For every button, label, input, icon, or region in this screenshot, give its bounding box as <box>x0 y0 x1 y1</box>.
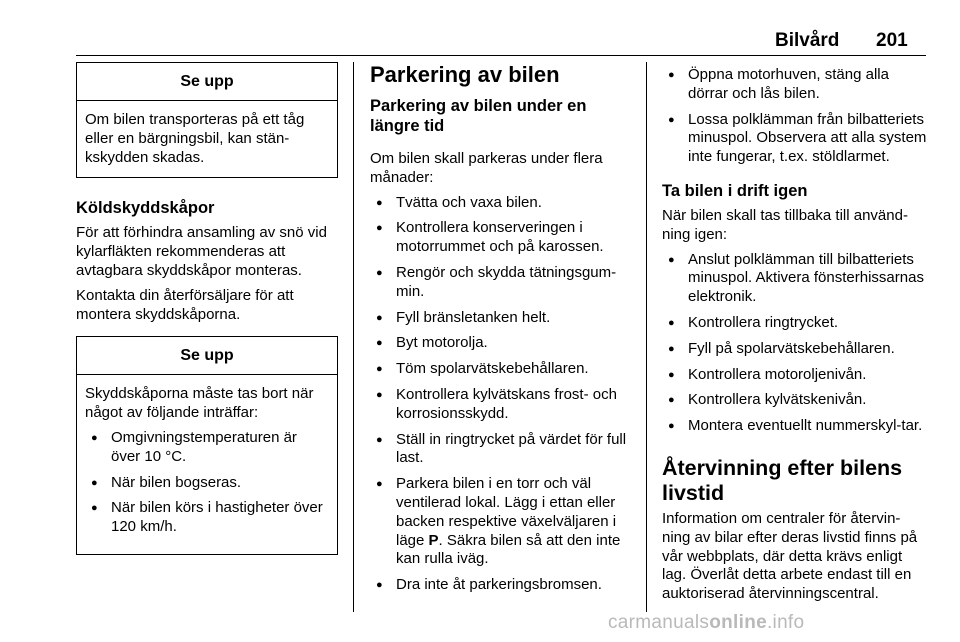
caution-text: Om bilen transporteras på ett tåg eller en bärgningsbil, kan stän-kskydden skadas. <box>85 111 305 166</box>
paragraph-recycling: Information om centraler för återvin-ning av bilar efter deras livstid finns på vår webbplats, där detta krävs enligt lag. Överlåt detta arbete endast till en auktoriserad återvinningscentral. <box>662 509 918 603</box>
watermark-text: carmanuals <box>608 612 710 633</box>
list-item <box>370 475 635 569</box>
section-heading-return-to-service: Ta bilen i drift igen <box>662 181 808 200</box>
list-item: ● Lossa polklämman från bilbatteriets minuspol. Observera att alla system inte fungerar, t.ex. stöldlarmet. <box>662 111 927 167</box>
subheading-long-term-parking: Parkering av bilen under en längre tid <box>370 97 587 135</box>
page-heading-parking: Parkering av bilen <box>370 62 560 87</box>
list-item: ● Kontrollera kylvätskenivån. <box>662 391 927 410</box>
caution-title: Se upp <box>77 63 337 101</box>
list-item: ● Fyll bränsletanken helt. <box>370 309 635 328</box>
column-middle <box>370 62 635 602</box>
list-item: ● Öppna motorhuven, stäng alla dörrar och lås bilen. <box>662 66 927 104</box>
list-item: ● Ställ in ringtrycket på värdet för full last. <box>370 431 635 469</box>
text-segment: . Säkra bilen så att den inte kan rulla iväg. <box>396 531 621 568</box>
list-item: ● Omgivningstemperaturen är över 10 °C. <box>85 429 329 467</box>
return-checklist <box>662 251 927 436</box>
list-item: ● Kontrollera konserveringen i motorrummet och på karossen. <box>370 219 635 257</box>
list-item: ● Töm spolarvätskebehållaren. <box>370 360 635 379</box>
gear-position-p: P <box>428 531 439 549</box>
caution-title: Se upp <box>77 337 337 375</box>
list-item: ● Kontrollera ringtrycket. <box>662 314 927 333</box>
column-right <box>662 62 927 604</box>
column-divider-left <box>353 62 354 612</box>
paragraph-intro: Om bilen skall parkeras under flera månader: <box>370 150 603 186</box>
list-item: ● När bilen bogseras. <box>85 474 329 493</box>
text-segment: Parkera bilen i en torr och väl ventilerad lokal. Lägg i ettan eller backen respektive växelväljaren i läge <box>396 475 617 549</box>
list-item: ● Rengör och skydda tätningsgum-min. <box>370 264 635 302</box>
list-item: ● Fyll på spolarvätskebehållaren. <box>662 340 927 359</box>
parking-checklist-continued <box>662 66 927 167</box>
header-rule <box>76 55 926 56</box>
list-item: ● Byt motorolja. <box>370 334 635 353</box>
paragraph-dealer: Kontakta din återförsäljare för att montera skyddskåporna. <box>76 286 294 323</box>
column-left <box>76 62 338 561</box>
column-divider-right <box>646 62 647 612</box>
caution-body <box>77 375 337 554</box>
caution-box-covers <box>76 336 338 555</box>
watermark <box>608 612 804 634</box>
list-item: ● Montera eventuellt nummerskyl-tar. <box>662 417 927 436</box>
paragraph-return-intro: När bilen skall tas tillbaka till använd-ning igen: <box>662 206 908 243</box>
section-heading-frost-covers: Köldskyddskåpor <box>76 199 215 218</box>
parking-checklist <box>370 194 635 595</box>
page-number: 201 <box>876 30 908 51</box>
section-title: Bilvård <box>775 30 840 51</box>
list-item: ● Tvätta och vaxa bilen. <box>370 194 635 213</box>
list-item: ● Dra inte åt parkeringsbromsen. <box>370 576 635 595</box>
watermark-text-bold: online <box>709 612 767 633</box>
caution-body <box>77 101 337 177</box>
paragraph-frost-covers: För att förhindra ansamling av snö vid kylarfläkten rekommenderas att avtagbara skyddskåpor monteras. <box>76 224 327 279</box>
list-item: ● När bilen körs i hastigheter över 120 km/h. <box>85 499 329 537</box>
list-item: ● Kontrollera motoroljenivån. <box>662 366 927 385</box>
list-item: ● Kontrollera kylvätskans frost- och korrosionsskydd. <box>370 386 635 424</box>
list-item: ● Anslut polklämman till bilbatteriets minuspol. Aktivera fönsterhissarnas elektronik. <box>662 251 927 307</box>
caution-list <box>85 429 329 537</box>
page-heading-recycling: Återvinning efter bilens livstid <box>662 455 903 505</box>
watermark-text: .info <box>766 612 805 633</box>
caution-box-transport <box>76 62 338 178</box>
caution-text: Skyddskåporna måste tas bort när något av följande inträffar: <box>85 385 314 422</box>
